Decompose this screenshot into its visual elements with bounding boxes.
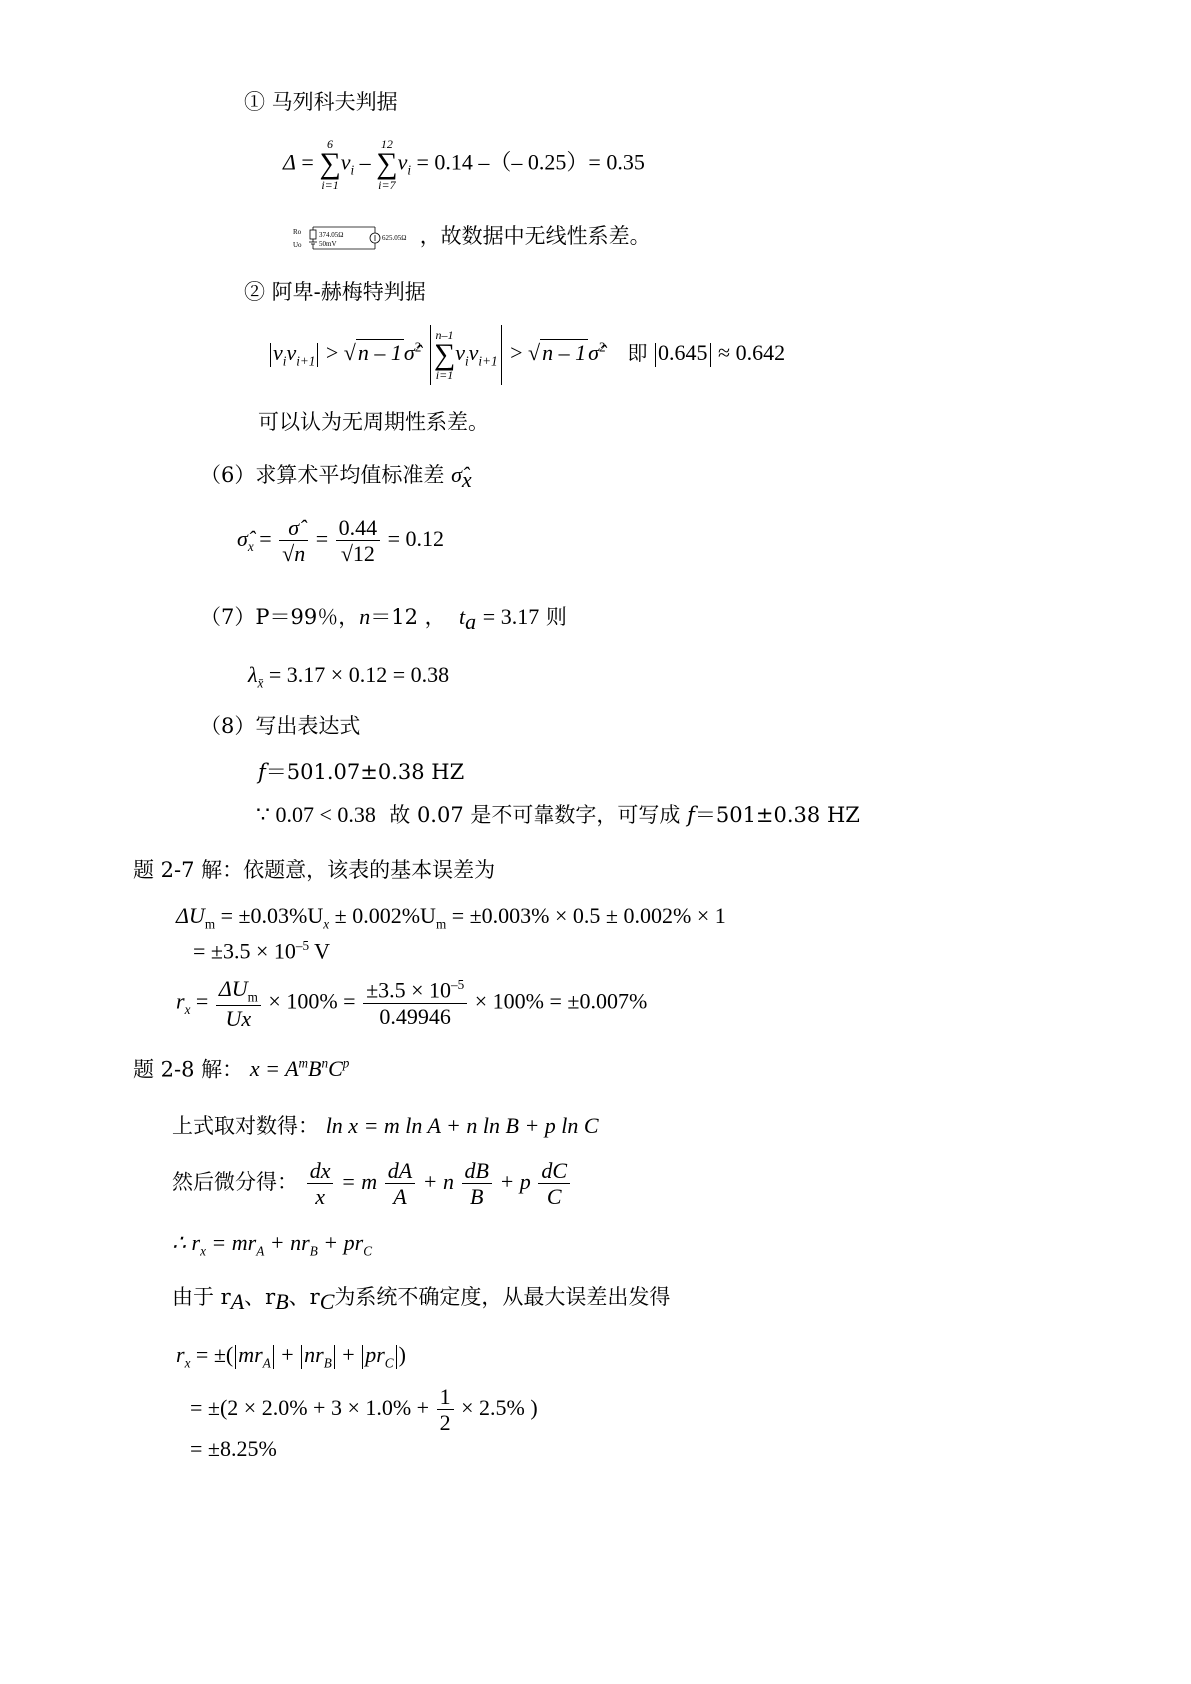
step8-because: ∵ 0.07 < 0.38 故 0.07 是不可靠数字，可写成 f＝501±0.38 HZ: [256, 802, 860, 827]
p28-heading: 题 2-8 解： $x = A^mB^nC^p$: [133, 1056, 350, 1082]
circuit-diagram: [293, 225, 413, 251]
markov-conclusion-line: [293, 224, 651, 251]
p27-line1: $\Delta U_m = \pm 0.03\%U_x \pm 0.002\%U_m = \pm 0.003\% \times 0.5 \pm 0.002\% \times 1$: [176, 903, 726, 932]
sum-2: 12 ∑ i=7: [376, 137, 398, 192]
abbe-conclusion: 可以认为无周期性系差。: [258, 410, 489, 434]
step8-heading: （8）写出表达式: [200, 714, 361, 738]
abbe-sum: n–1 ∑ i=1: [433, 327, 456, 383]
p27-heading: 题 2-7 解：依题意，该表的基本误差为: [133, 858, 496, 882]
delta-symbol: Δ: [283, 149, 296, 175]
p27-relative: $r_x$ = $\frac{\Delta U_m}{Ux}$ × 100% = $\frac{\pm 3.5 \times 10^{-5}}{0.49946}$ × 100% = ±0.007%: [176, 976, 648, 1031]
svg-text:625.05Ω: 625.05Ω: [382, 233, 407, 242]
step6-heading: （6）求算术平均值标准差 $\sigmâ_x$: [200, 462, 472, 493]
p28-since: 由于 $r_A$、$r_B$、$r_C$为系统不确定度，从最大误差出发得: [172, 1285, 671, 1315]
p28-calc-line: = ±(2 × 2.0% + 3 × 1.0% + $\frac{1}{2}$ × 2.5% ): [190, 1384, 538, 1436]
step8-expr1: f＝501.07±0.38 HZ: [258, 760, 465, 784]
p28-diff-line: 然后微分得： $\frac{dx}{x}$ = m $\frac{dA}{A}$ + n $\frac{dB}{B}$ + p $\frac{dC}{C}$: [172, 1158, 572, 1210]
p28-rx-line: $r_x$ = ±( $mr_A + nr_B + pr_C$ ): [176, 1342, 406, 1371]
step7-heading: （7）P＝99％，n＝12 ， $t_a = 3.17$ 则: [200, 604, 567, 635]
markov-conclusion: ，故数据中无线性系差。: [419, 224, 651, 248]
markov-result: = 0.14 –（– 0.25）= 0.35: [416, 149, 645, 175]
p28-therefore: ∴ $r_x = mr_A + nr_B + pr_C$: [172, 1230, 372, 1259]
markov-heading: ① 马列科夫判据: [244, 90, 398, 114]
markov-formula: Δ = 6 ∑ i=1 $v_i$ – 12 ∑ i=7 $v_i = 0.14$ –（– 0.25）= 0.35: [283, 137, 645, 192]
step6-formula: $\sigmâ_x$ = $\frac{\sigmâ}{√n}$ = $\frac{0.44}{√12}$ = 0.12: [237, 515, 445, 567]
p28-log-line: 上式取对数得： ln x = m ln A + n ln B + p ln C: [172, 1113, 599, 1138]
abbe-formula: $v_iv_{i+1} > √n$ – 1σ̂$^2$ n–1 ∑ i=1 $v_iv_{i+1} > √n$ – 1σ̂$^2$ 即 0.645 ≈ 0.642: [268, 325, 785, 385]
svg-text:374.05Ω: 374.05Ω: [319, 230, 344, 239]
svg-text:Ro: Ro: [293, 227, 302, 236]
p28-final: = ±8.25%: [190, 1436, 277, 1461]
p27-line2: = $\pm 3.5 \times 10^{-5}$ V: [193, 938, 331, 964]
svg-text:Uo: Uo: [293, 240, 302, 249]
step7-lambda: $\lambda_{x̄} = 3.17 \times 0.12 = 0.38$: [248, 662, 450, 691]
sum-1: 6 ∑ i=1: [319, 137, 341, 192]
svg-text:50mV: 50mV: [319, 239, 337, 248]
abbe-heading: ② 阿卑-赫梅特判据: [244, 280, 426, 304]
